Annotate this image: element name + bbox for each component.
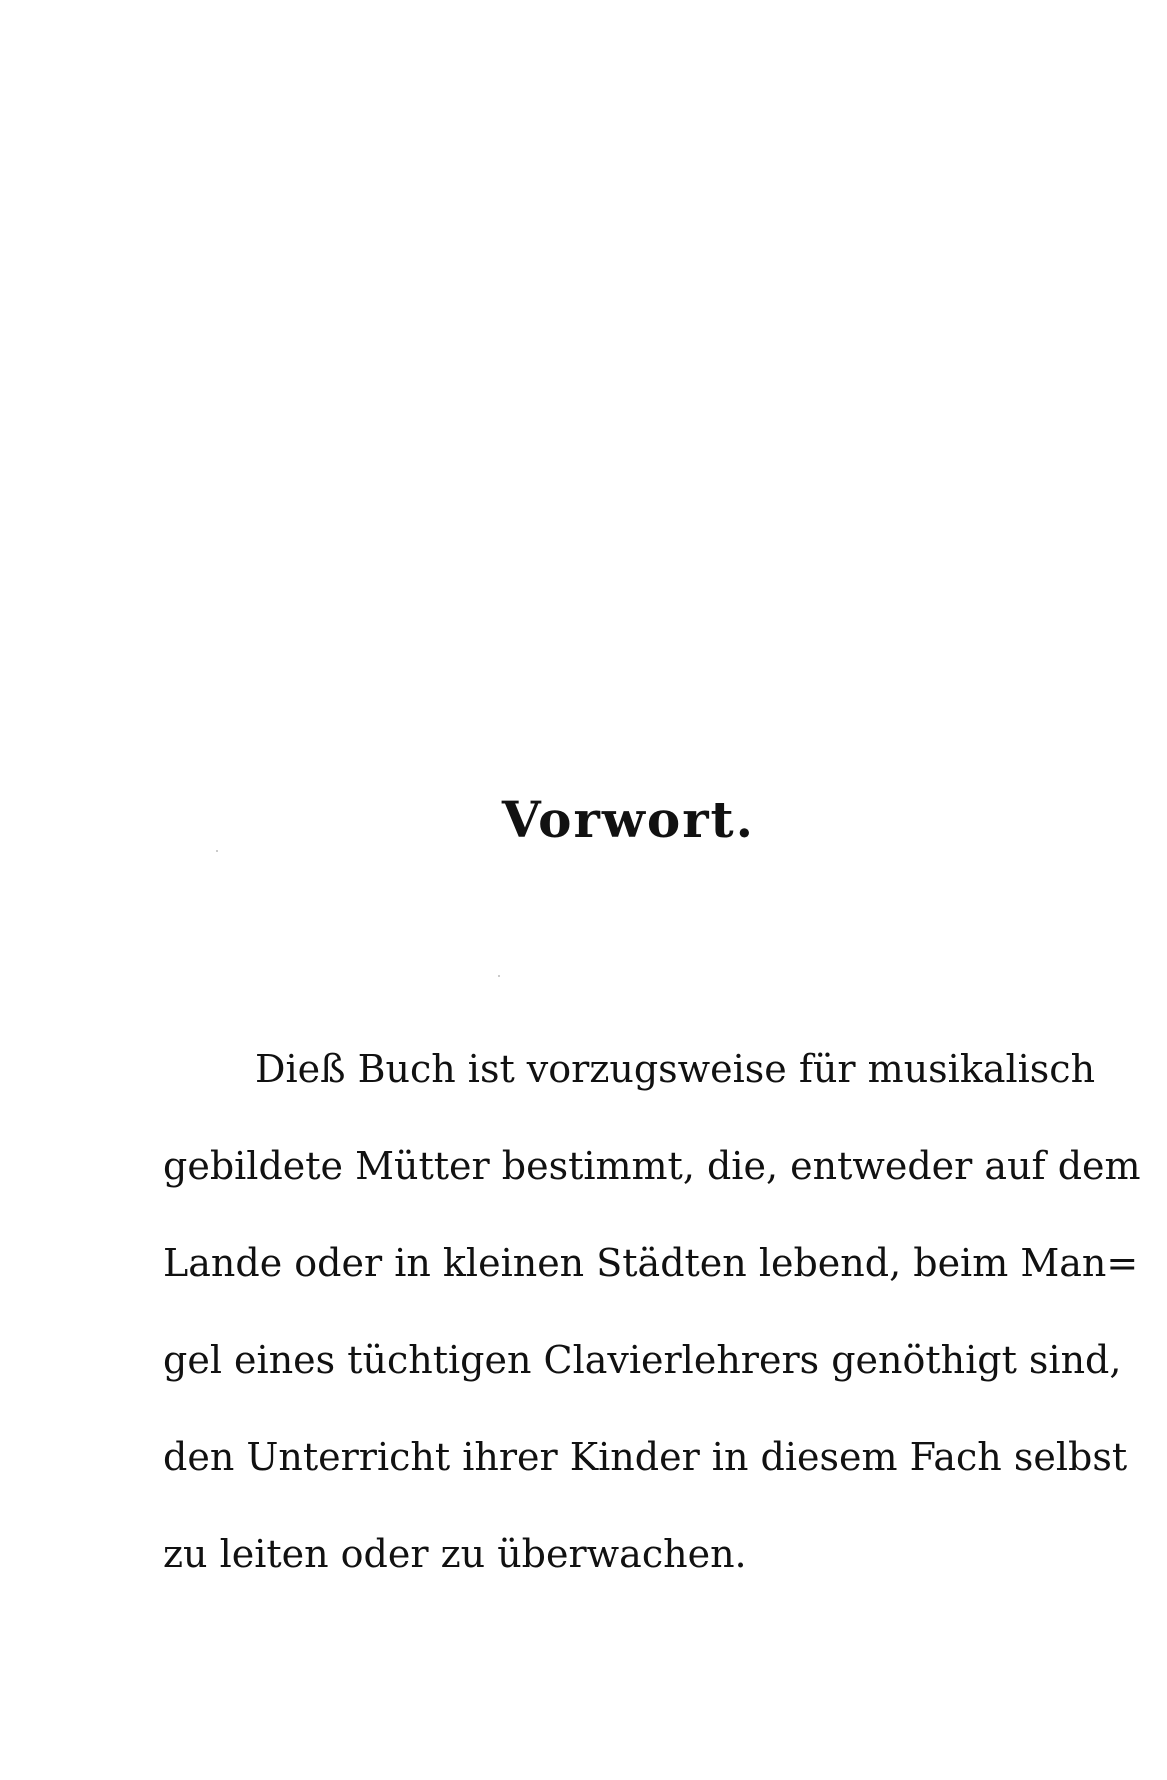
text-line: gebildete Mütter bestimmt, die, entweder auf dem: [163, 1144, 1141, 1188]
text-line: den Unterricht ihrer Kinder in diesem Fach selbst: [163, 1435, 1128, 1479]
text-line: Lande oder in kleinen Städten lebend, beim Man=: [163, 1241, 1139, 1285]
scan-speck: [498, 975, 500, 977]
text-line: gel eines tüchtigen Clavierlehrers genöthigt sind,: [163, 1338, 1122, 1382]
text-line: zu leiten oder zu überwachen.: [163, 1532, 747, 1576]
page-title: Vorwort.: [501, 790, 756, 849]
text-line: Dieß Buch ist vorzugsweise für musikalisch: [255, 1047, 1096, 1091]
scan-speck: [216, 850, 218, 852]
preface-paragraph: [163, 1021, 1141, 1603]
